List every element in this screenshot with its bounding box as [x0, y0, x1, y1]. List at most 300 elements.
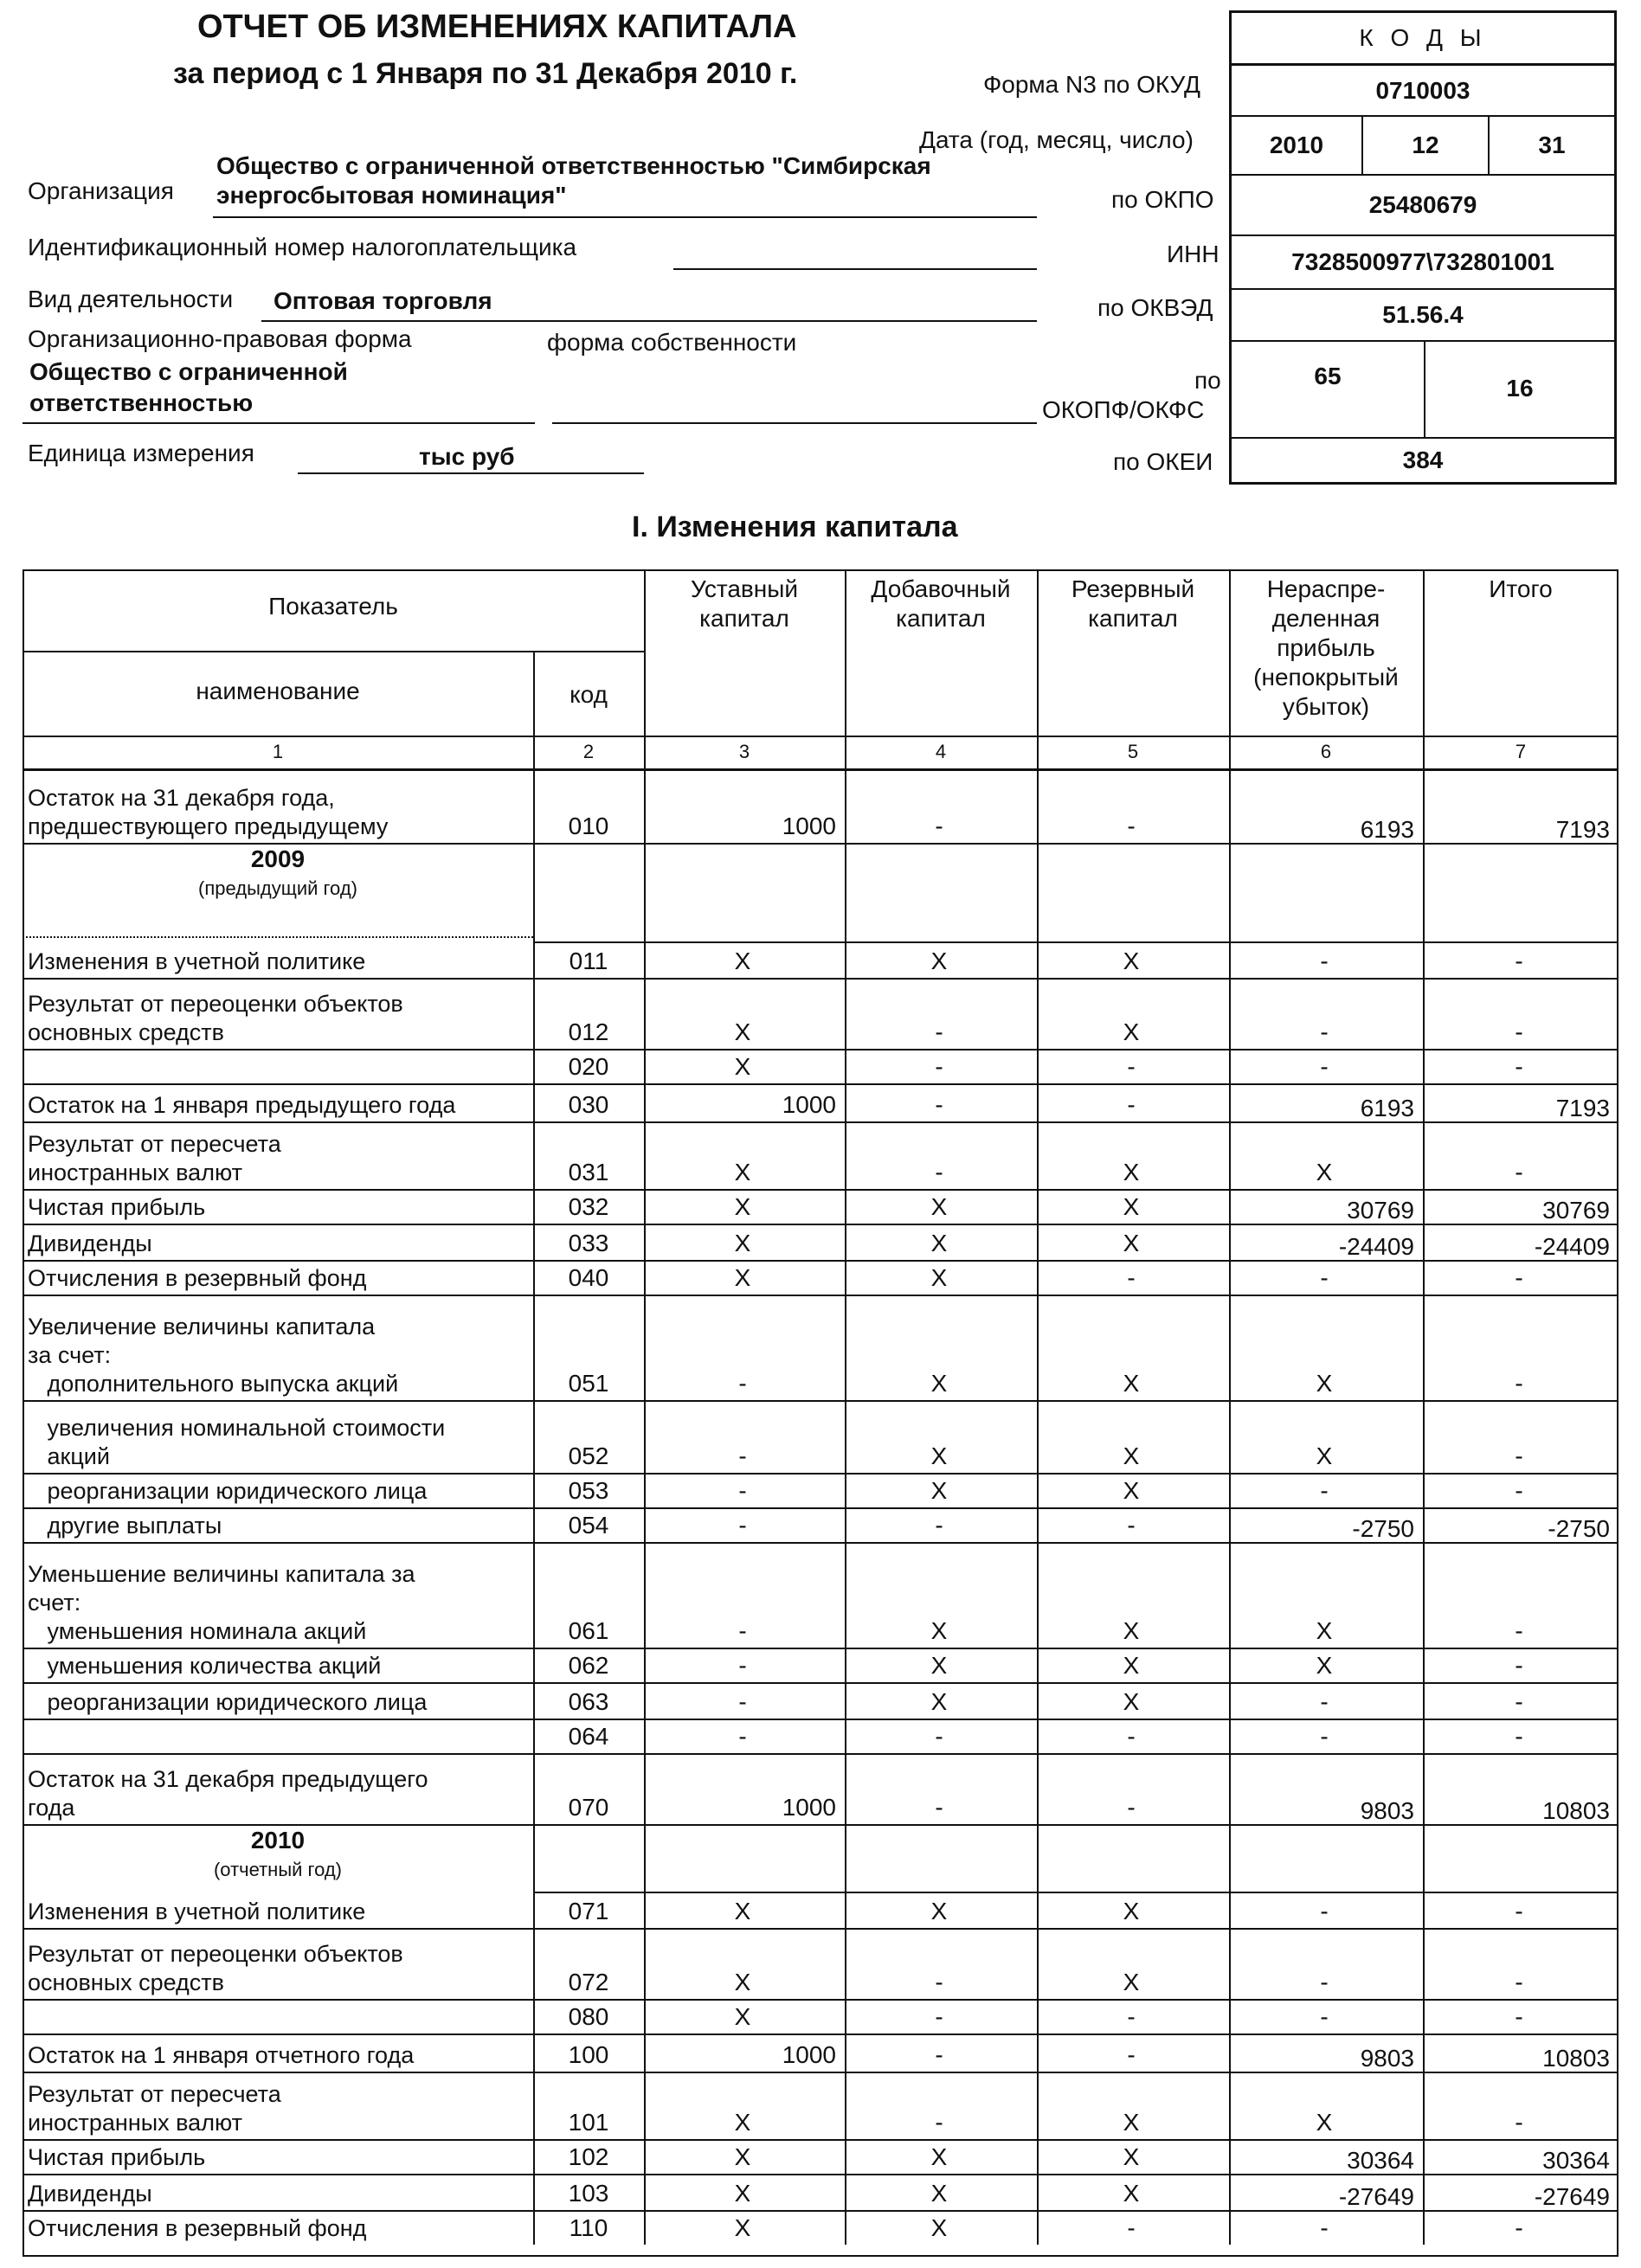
row-c7-value: - [1515, 1018, 1523, 1045]
row-c3-value: - [738, 1652, 747, 1679]
row-divider [23, 2072, 1618, 2073]
row-divider [23, 1719, 1618, 1720]
row-code: 052 [568, 1442, 609, 1469]
row-name-line: Результат от пересчета [28, 1131, 281, 1157]
okfs-code: 16 [1424, 342, 1614, 439]
row-c4-value: X [930, 1688, 948, 1715]
row-c7-value: - [1515, 1688, 1523, 1715]
row-name-line: Дивиденды [28, 2181, 152, 2207]
row-divider [23, 1473, 1618, 1475]
ownership-underline [552, 422, 1037, 424]
row-c4-value: X [930, 1230, 948, 1256]
row-divider [533, 941, 1618, 943]
row-c6-value: 9803 [1360, 1797, 1414, 1824]
row-c4-value: X [930, 1652, 948, 1679]
codes-title: К О Д Ы [1359, 24, 1487, 51]
row-code: 061 [568, 1617, 609, 1644]
row-name [28, 2214, 530, 2243]
header-c4-line: капитал [896, 605, 986, 632]
row-c6-value: 30769 [1347, 1197, 1414, 1224]
row-c4-value: X [930, 1617, 948, 1644]
row-name-line: Изменения в учетной политике [28, 948, 366, 974]
row-c6-value: 6193 [1360, 816, 1414, 843]
row-c3-value: X [734, 948, 751, 974]
row-divider [23, 1121, 1618, 1123]
row-c4-value: - [935, 813, 943, 839]
row-divider [23, 1753, 1618, 1755]
row-c6-value: 30364 [1347, 2147, 1414, 2174]
row-code: 010 [568, 813, 609, 839]
row-c6-value: X [1316, 1159, 1333, 1185]
inn-code: 7328500977\732801001 [1291, 248, 1554, 275]
row-c3-value: X [734, 1053, 751, 1080]
okpo-code: 25480679 [1368, 191, 1477, 218]
row-divider [23, 2174, 1618, 2175]
row-code: 051 [568, 1370, 609, 1397]
row-c7-value: - [1515, 2214, 1523, 2241]
org-name-line2: энергосбытовая номинация" [216, 182, 567, 209]
row-c4-value: X [930, 948, 948, 974]
row-code: 053 [568, 1477, 609, 1504]
col-divider [1037, 569, 1039, 2245]
row-name-line: иностранных валют [28, 1160, 242, 1185]
row-c6-value: X [1316, 1617, 1333, 1644]
row-name [28, 1652, 530, 1680]
inn-underline [673, 268, 1037, 270]
row-c3-value: X [734, 2109, 751, 2136]
row-c6-value: - [1320, 1969, 1329, 1995]
row-name [28, 990, 530, 1047]
row-c6-value: - [1320, 2214, 1329, 2241]
row-divider [23, 1083, 1618, 1085]
row-name [28, 1512, 530, 1540]
row-c7-value: -27649 [1534, 2183, 1610, 2210]
row-code: 012 [568, 1018, 609, 1045]
row-c5-value: X [1123, 1159, 1140, 1185]
row-c6-value: - [1320, 1688, 1329, 1715]
row-name-line: Чистая прибыль [28, 2144, 206, 2170]
row-c6-value: - [1320, 1723, 1329, 1750]
inn-code-label: ИНН [1167, 241, 1219, 267]
row-c4-value: - [935, 2003, 943, 2030]
row-c3-value: - [738, 1442, 747, 1469]
row-divider [23, 1928, 1618, 1930]
row-code: 032 [568, 1193, 609, 1220]
org-name-line1: Общество с ограниченной ответственностью "Симбирская [216, 152, 931, 179]
row-c6-value: - [1320, 1898, 1329, 1924]
row-c5-value: - [1127, 1264, 1136, 1291]
row-c5-value: X [1123, 1898, 1140, 1924]
report-period: за период с 1 Января по 31 Декабря 2010 г. [173, 57, 798, 90]
row-name [28, 2143, 530, 2172]
header-col-number: 4 [935, 741, 947, 762]
row-c6-value: - [1320, 1053, 1329, 1080]
row-c6-value: - [1320, 1477, 1329, 1504]
row-name [28, 1313, 530, 1398]
header-numbers-bottom [23, 768, 1618, 771]
row-c5-value: - [1127, 1091, 1136, 1118]
row-c4-value: X [930, 1898, 948, 1924]
row-divider [23, 978, 1618, 980]
activity-label: Вид деятельности [28, 286, 234, 312]
row-c5-value: X [1123, 1477, 1140, 1504]
header-code: код [570, 681, 608, 708]
row-c3-value: - [738, 1512, 747, 1539]
row-c4-value: - [935, 1053, 943, 1080]
header-c6-line: Нераспре- [1266, 575, 1386, 602]
row-c7-value: - [1515, 1159, 1523, 1185]
header-c3-line: Уставный [690, 575, 799, 602]
row-c7-value: - [1515, 1264, 1523, 1291]
row-c4-value: X [930, 1264, 948, 1291]
row-c3-value: X [734, 1193, 751, 1220]
row-c5-value: X [1123, 1230, 1140, 1256]
row-name [28, 1765, 530, 1822]
row-c5-value: - [1127, 2214, 1136, 2241]
row-c5-value: X [1123, 1688, 1140, 1715]
row-c7-value: - [1515, 1652, 1523, 1679]
row-name-line: основных средств [28, 1969, 225, 1995]
row-c6-value: X [1316, 1370, 1333, 1397]
okei-label: по ОКЕИ [1113, 448, 1213, 475]
row-c3-value: X [734, 1159, 751, 1185]
activity-underline [261, 320, 1037, 322]
row-c7-value: - [1515, 1477, 1523, 1504]
year-subheading: (отчетный год) [213, 1859, 343, 1880]
unit-value: тыс руб [419, 443, 515, 470]
row-c3-value: X [734, 1018, 751, 1045]
org-label: Организация [28, 177, 174, 204]
row-divider [23, 1648, 1618, 1649]
year-heading: 2009 [250, 845, 306, 872]
row-c5-value: - [1127, 2003, 1136, 2030]
row-c7-value: - [1515, 1442, 1523, 1469]
row-c7-value: - [1515, 1370, 1523, 1397]
row-c5-value: X [1123, 2143, 1140, 2170]
row-name [28, 948, 530, 976]
row-c3-value: X [734, 1898, 751, 1924]
activity-value: Оптовая торговля [274, 287, 492, 314]
row-c3-value: 1000 [782, 1794, 836, 1821]
row-c3-value: - [738, 1723, 747, 1750]
row-name-line: Результат от переоценки объектов [28, 991, 403, 1017]
row-divider [23, 2033, 1618, 2035]
row-name-line: Отчисления в резервный фонд [28, 1265, 367, 1291]
row-c4-value: - [935, 1159, 943, 1185]
row-c6-value: X [1316, 1652, 1333, 1679]
row-code: 031 [568, 1159, 609, 1185]
row-name-line: другие выплаты [28, 1513, 222, 1539]
header-name: наименование [196, 678, 360, 704]
row-name [28, 1091, 530, 1120]
row-c4-value: - [935, 1018, 943, 1045]
row-c6-value: - [1320, 1018, 1329, 1045]
row-c3-value: X [734, 2180, 751, 2207]
header-c5-line: капитал [1088, 605, 1178, 632]
row-name [28, 1414, 530, 1471]
row-name [28, 1193, 530, 1222]
legal-form-line2: ответственностью [29, 389, 254, 416]
capital-changes-table [23, 569, 1618, 2257]
okud-label: Форма N3 по ОКУД [983, 71, 1201, 98]
row-divider [23, 2139, 1618, 2141]
row-c5-value: - [1127, 1053, 1136, 1080]
header-c6-line: (непокрытый [1253, 664, 1399, 691]
header-c6-line: деленная [1271, 605, 1380, 632]
date-day: 31 [1488, 117, 1614, 174]
okud-code: 0710003 [1375, 76, 1470, 104]
row-code: 054 [568, 1512, 609, 1539]
row-divider [23, 1682, 1618, 1684]
row-c5-value: - [1127, 1794, 1136, 1821]
row-c3-value: X [734, 1969, 751, 1995]
row-c3-value: - [738, 1370, 747, 1397]
row-code: 020 [568, 1053, 609, 1080]
row-c7-value: - [1515, 1617, 1523, 1644]
row-name-line: Изменения в учетной политике [28, 1899, 366, 1924]
row-code: 070 [568, 1794, 609, 1821]
header-c3 [644, 575, 845, 633]
row-code: 101 [568, 2109, 609, 2136]
row-c7-value: - [1515, 2109, 1523, 2136]
row-c7-value: -24409 [1534, 1233, 1610, 1260]
row-c5-value: X [1123, 1652, 1140, 1679]
row-c7-value: 10803 [1542, 2045, 1610, 2072]
header-c5-line: Резервный [1071, 575, 1195, 602]
col-divider [1423, 569, 1425, 2245]
org-underline [213, 216, 1037, 218]
row-c4-value: - [935, 2109, 943, 2136]
okopf-label-top: по [1194, 367, 1221, 394]
row-name [28, 784, 530, 841]
row-divider [23, 1542, 1618, 1544]
row-c5-value: X [1123, 1442, 1140, 1469]
row-c6-value: 6193 [1360, 1095, 1414, 1121]
row-name [28, 2180, 530, 2208]
row-code: 100 [568, 2041, 609, 2068]
okei-code: 384 [1402, 447, 1444, 473]
row-code: 033 [568, 1230, 609, 1256]
row-c6-value: -27649 [1338, 2183, 1414, 2210]
row-name-line: Результат от переоценки объектов [28, 1941, 403, 1967]
row-name-line: Остаток на 31 декабря года, [28, 785, 335, 811]
row-name [28, 1940, 530, 1997]
row-name-line: дополнительного выпуска акций [28, 1371, 399, 1397]
header-col-number: 5 [1127, 741, 1139, 762]
row-divider [23, 1400, 1618, 1402]
row-c4-value: - [935, 2041, 943, 2068]
inn-label: Идентификационный номер налогоплательщика [28, 234, 577, 260]
row-name-line: Отчисления в резервный фонд [28, 2215, 367, 2241]
row-divider [23, 2210, 1618, 2212]
header-indicator: Показатель [268, 593, 398, 620]
row-name-line: предшествующего предыдущему [28, 813, 389, 839]
row-c7-value: - [1515, 2003, 1523, 2030]
header-col-number: 1 [272, 741, 284, 762]
header-col-number: 7 [1515, 741, 1527, 762]
row-c5-value: X [1123, 1193, 1140, 1220]
row-c5-value: X [1123, 1617, 1140, 1644]
legal-form-line1: Общество с ограниченной [29, 358, 348, 385]
row-c4-value: - [935, 1091, 943, 1118]
row-name [28, 2041, 530, 2070]
row-name [28, 1230, 530, 1258]
header-c7 [1423, 575, 1618, 604]
row-name [28, 1688, 530, 1717]
row-c7-value: 30769 [1542, 1197, 1610, 1224]
row-c4-value: X [930, 1442, 948, 1469]
row-c6-value: - [1320, 1264, 1329, 1291]
row-c3-value: 1000 [782, 813, 836, 839]
row-c3-value: 1000 [782, 1091, 836, 1118]
row-c3-value: - [738, 1688, 747, 1715]
row-code: 030 [568, 1091, 609, 1118]
row-divider [533, 1892, 1618, 1893]
row-divider [23, 1049, 1618, 1050]
row-name-line: за счет: [28, 1342, 112, 1368]
okpo-label: по ОКПО [1111, 186, 1214, 213]
date-label: Дата (год, месяц, число) [919, 126, 1194, 153]
header-c7-line: Итого [1489, 575, 1553, 602]
row-c4-value: - [935, 1794, 943, 1821]
row-c4-value: - [935, 1512, 943, 1539]
okopf-code: 65 [1314, 363, 1342, 389]
codes-box [1229, 10, 1617, 485]
row-code: 040 [568, 1264, 609, 1291]
row-code: 080 [568, 2003, 609, 2030]
row-c4-value: X [930, 2214, 948, 2241]
row-c3-value: X [734, 1264, 751, 1291]
row-c6-value: -24409 [1338, 1233, 1414, 1260]
row-divider [23, 1507, 1618, 1509]
row-name-line: Дивиденды [28, 1230, 152, 1256]
header-col-number: 3 [738, 741, 750, 762]
row-c3-value: X [734, 2143, 751, 2170]
row-c5-value: X [1123, 2180, 1140, 2207]
row-name [28, 1898, 530, 1926]
row-code: 063 [568, 1688, 609, 1715]
header-col-number: 6 [1320, 741, 1332, 762]
row-name-line: реорганизации юридического лица [28, 1689, 428, 1715]
row-c7-value: - [1515, 948, 1523, 974]
row-c6-value: 9803 [1360, 2045, 1414, 2072]
row-name [28, 1264, 530, 1293]
unit-label: Единица измерения [28, 440, 254, 466]
row-c3-value: - [738, 1617, 747, 1644]
row-name-line: Результат от пересчета [28, 2081, 281, 2107]
row-divider [23, 1189, 1618, 1191]
header-c6-line: убыток) [1282, 693, 1370, 720]
header-c4-line: Добавочный [871, 575, 1011, 602]
row-c3-value: - [738, 1477, 747, 1504]
report-title: ОТЧЕТ ОБ ИЗМЕНЕНИЯХ КАПИТАЛА [197, 9, 797, 45]
row-c7-value: 7193 [1555, 816, 1610, 843]
row-code: 071 [568, 1898, 609, 1924]
row-code: 062 [568, 1652, 609, 1679]
row-c5-value: - [1127, 813, 1136, 839]
row-code: 110 [569, 2214, 608, 2241]
row-c3-value: 1000 [782, 2041, 836, 2068]
row-name-line: уменьшения номинала акций [28, 1618, 367, 1644]
row-c7-value: - [1515, 1898, 1523, 1924]
header-divider [23, 651, 644, 652]
row-name-line: года [28, 1795, 75, 1821]
row-name-line: Остаток на 1 января отчетного года [28, 2042, 415, 2068]
row-c4-value: X [930, 1477, 948, 1504]
row-c7-value: -2750 [1548, 1515, 1610, 1542]
row-code: 102 [568, 2143, 609, 2170]
row-c5-value: X [1123, 1018, 1140, 1045]
unit-underline [298, 472, 644, 474]
row-c6-value: X [1316, 2109, 1333, 2136]
row-name-line: Остаток на 1 января предыдущего года [28, 1092, 456, 1118]
row-c6-value: -2750 [1352, 1515, 1414, 1542]
row-c4-value: X [930, 2143, 948, 2170]
col-divider [845, 569, 846, 2245]
row-name-line: иностранных валют [28, 2110, 242, 2136]
row-name [28, 1130, 530, 1187]
row-name-line: Уменьшение величины капитала за [28, 1561, 415, 1587]
row-c4-value: X [930, 1370, 948, 1397]
row-c7-value: - [1515, 1969, 1523, 1995]
legal-form-underline [23, 422, 535, 424]
row-name-line: Остаток на 31 декабря предыдущего [28, 1766, 428, 1792]
row-name-line: счет: [28, 1590, 81, 1616]
header-c5 [1037, 575, 1229, 633]
header-c6-line: прибыль [1277, 634, 1375, 661]
row-c7-value: 7193 [1555, 1095, 1610, 1121]
row-c4-value: X [930, 2180, 948, 2207]
row-code: 103 [568, 2180, 609, 2207]
row-divider [23, 1260, 1618, 1262]
row-name-line: Увеличение величины капитала [28, 1314, 376, 1340]
row-c5-value: X [1123, 1370, 1140, 1397]
dotted-divider [23, 936, 533, 938]
row-c5-value: - [1127, 1723, 1136, 1750]
okopf-label: ОКОПФ/ОКФС [1042, 396, 1205, 423]
date-month: 12 [1361, 117, 1488, 174]
okved-label: по ОКВЭД [1097, 294, 1213, 321]
row-name-line: увеличения номинальной стоимости [28, 1415, 446, 1441]
row-divider [23, 1295, 1618, 1296]
row-name-line: акций [28, 1443, 110, 1469]
row-name-line: Чистая прибыль [28, 1194, 206, 1220]
row-c4-value: - [935, 1969, 943, 1995]
row-c6-value: - [1320, 948, 1329, 974]
row-code: 072 [568, 1969, 609, 1995]
okved-code: 51.56.4 [1382, 301, 1464, 328]
row-name-line: реорганизации юридического лица [28, 1478, 428, 1504]
row-code: 011 [569, 948, 608, 974]
row-c7-value: 10803 [1542, 1797, 1610, 1824]
row-divider [23, 1999, 1618, 2001]
header-c4 [845, 575, 1037, 633]
row-name-line: основных средств [28, 1019, 225, 1045]
legal-form-label: Организационно-правовая форма [28, 325, 412, 352]
row-c3-value: X [734, 2214, 751, 2241]
ownership-label: форма собственности [547, 329, 797, 356]
section-title: I. Изменения капитала [632, 511, 958, 543]
row-c3-value: X [734, 1230, 751, 1256]
col-divider [1229, 569, 1231, 2245]
row-c4-value: - [935, 1723, 943, 1750]
row-divider [23, 1224, 1618, 1225]
row-c5-value: X [1123, 2109, 1140, 2136]
row-c5-value: - [1127, 2041, 1136, 2068]
header-c3-line: капитал [699, 605, 789, 632]
header-col-number: 2 [582, 741, 595, 762]
row-c6-value: X [1316, 1442, 1333, 1469]
